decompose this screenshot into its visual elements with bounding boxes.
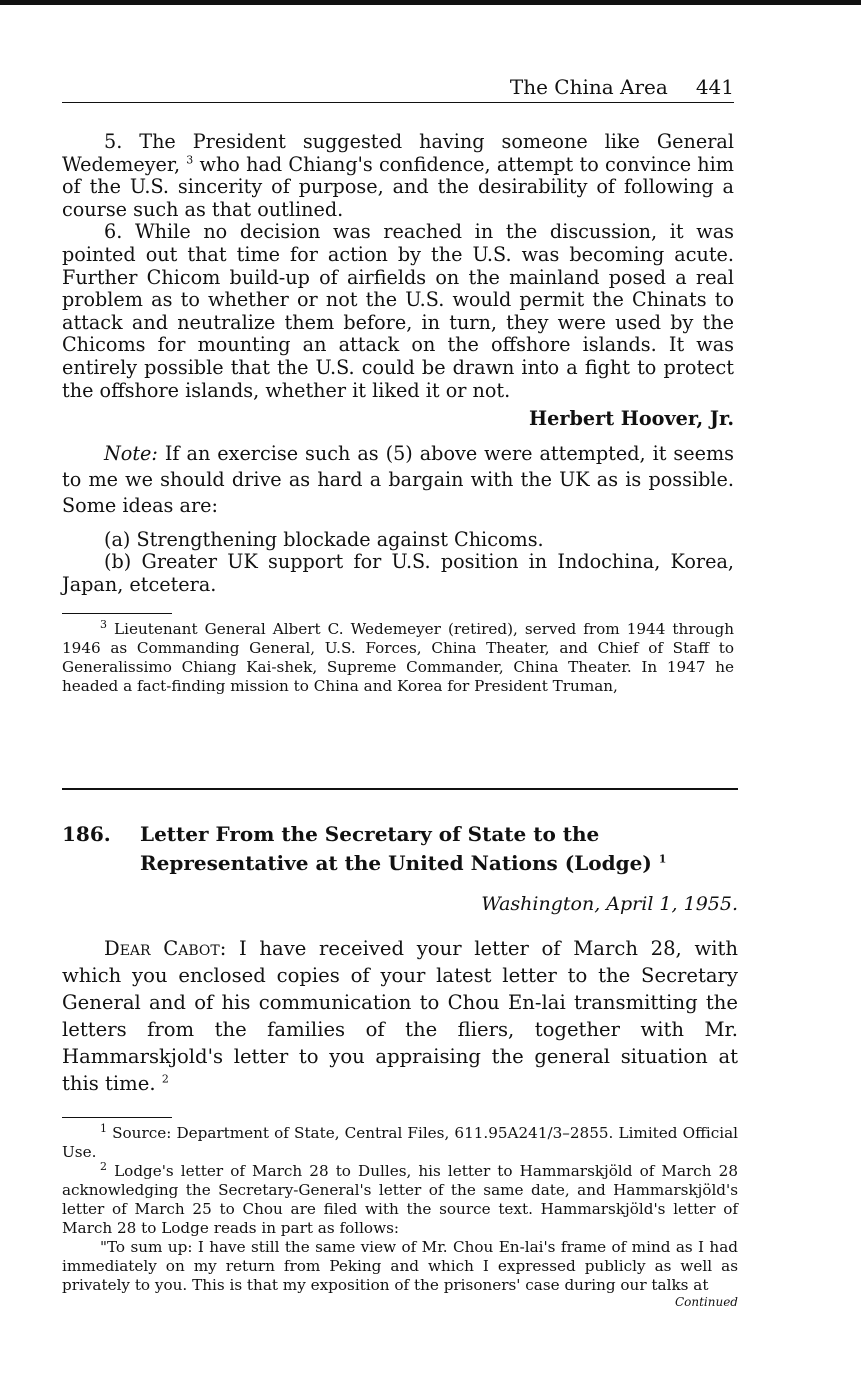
footnote-1-text: Source: Department of State, Central Files, 611.95A241/3–2855. Limited Official Use. [62, 1124, 738, 1161]
footnote-1-marker: 1 [100, 1121, 107, 1135]
dateline: Washington, April 1, 1955. [481, 893, 738, 915]
continued-label: Continued [674, 1295, 738, 1309]
letter-paragraph [62, 935, 738, 1097]
footnote-ref-3: 3 [186, 153, 194, 167]
footnote-2-marker: 2 [100, 1159, 107, 1173]
memo-continuation [62, 131, 734, 696]
running-head-title: The China Area [509, 75, 668, 99]
document-title [140, 820, 738, 878]
footnote-2-quote: "To sum up: I have still the same view of Mr. Chou En-lai's frame of mind as I had immediately on my return from Peking and which I expressed publicly as well as privately to you. This is that my exposition of the prisoners' case during our talks at [62, 1238, 738, 1294]
top-scan-border [0, 0, 861, 5]
footnote-2 [62, 1159, 738, 1238]
footnote-3-marker: 3 [100, 617, 107, 631]
footnote-3 [62, 617, 734, 696]
note-text: If an exercise such as (5) above were attempted, it seems to me we should drive as hard a bargain with the UK as is possible. Some ideas are: [62, 441, 734, 517]
note-item-a: (a) Strengthening blockade against Chicoms. [104, 527, 544, 551]
footnote-divider [62, 613, 172, 614]
footnote-divider-2 [62, 1117, 172, 1118]
document-title-text: Letter From the Secretary of State to the Representative at the United Nations (Lodge) [140, 822, 652, 875]
running-head [62, 74, 734, 103]
footnote-ref-1: 1 [658, 852, 667, 866]
footnote-3-text: Lieutenant General Albert C. Wedemeyer (retired), served from 1944 through 1946 as Commanding General, U.S. Forces, China Theater, and Chief of Staff to Generalissimo Chiang Kai-shek, Supreme Commander, China Theater. In 1947 he headed a fact-finding mission to China and Korea for President Truman, [62, 619, 734, 695]
note-label: Note: [104, 441, 158, 465]
signature: Herbert Hoover, Jr. [529, 407, 734, 431]
document-heading [62, 820, 738, 878]
paragraph-5 [62, 131, 734, 221]
document-number: 186. [62, 822, 111, 846]
footnote-ref-2: 2 [161, 1072, 169, 1086]
letter-text: I have received your letter of March 28, with which you enclosed copies of your latest letter to the Secretary General and of his communication to Chou En-lai transmitting the letters from the families of the fliers, together with Mr. Hammarskjold's letter to you appraising the general situation at this time. [62, 937, 738, 1095]
page-number: 441 [695, 75, 734, 99]
note-item-b: (b) Greater UK support for U.S. position in Indochina, Korea, Japan, etcetera. [62, 550, 734, 596]
letter-body [62, 893, 738, 1309]
paragraph-5-rest: who had Chiang's confidence, attempt to convince him of the U.S. sincerity of purpose, and the desirability of following a course such as that outlined. [62, 152, 734, 221]
footnote-1 [62, 1121, 738, 1162]
salutation: Dear Cabot: [104, 937, 227, 960]
paragraph-5-text: 5. The President suggested having someone like General Wedemeyer, [62, 130, 734, 176]
note-paragraph [62, 441, 734, 519]
document-separator [62, 788, 738, 790]
paragraph-6: 6. While no decision was reached in the discussion, it was pointed out that time for action by the U.S. was becoming acute. Further Chicom build-up of airfields on the mainland posed a real problem as to whether or not the U.S. would permit the Chinats to attack and neutralize them before, in turn, they were used by the Chicoms for mounting an attack on the offshore islands. It was entirely possible that the U.S. could be drawn into a fight to protect the offshore islands, whether it liked it or not. [62, 220, 734, 402]
footnote-2-text: Lodge's letter of March 28 to Dulles, his letter to Hammarskjöld of March 28 acknowledging the Secretary-General's letter of the same date, and Hammarskjöld's letter of March 25 to Chou are filed with the source text. Hammarskjöld's letter of March 28 to Lodge reads in part as follows: [62, 1162, 738, 1237]
